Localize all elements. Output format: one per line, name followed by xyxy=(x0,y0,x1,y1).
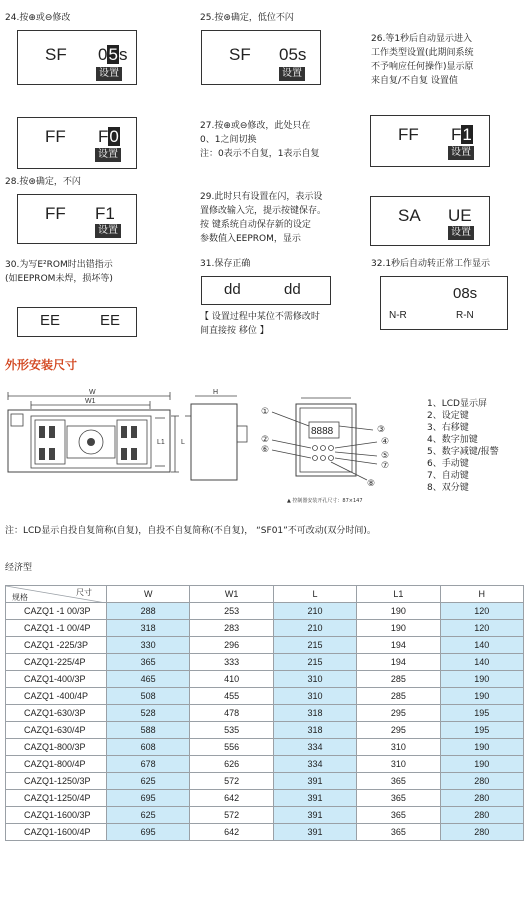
model-cell: CAZQ1-225/4P xyxy=(6,654,107,671)
dimension-cell: 296 xyxy=(190,637,273,654)
table-row xyxy=(6,603,524,620)
model-cell: CAZQ1 -1 00/3P xyxy=(6,603,107,620)
lcd-left-text: dd xyxy=(224,281,241,298)
dim-l1: L1 xyxy=(157,439,165,446)
lcd-step-29 xyxy=(370,196,490,246)
lcd-left-text: SA xyxy=(398,206,421,225)
model-cell: CAZQ1 -1 00/4P xyxy=(6,620,107,637)
lcd-left-text: N-R xyxy=(389,310,407,321)
setting-badge: 设置 xyxy=(95,224,121,238)
dimension-cell: 195 xyxy=(440,705,523,722)
callout-4: ④ xyxy=(381,437,390,447)
legend-item: 3、右移键 xyxy=(427,423,469,433)
dimension-cell: 295 xyxy=(357,705,440,722)
header-col-l1: L1 xyxy=(357,586,440,603)
cutout-note: ▲ 控制器安装开孔尺寸：87×147 xyxy=(287,498,363,504)
dimension-cell: 210 xyxy=(273,603,356,620)
legend-item: 2、设定键 xyxy=(427,411,469,421)
setting-badge: 设置 xyxy=(95,148,121,162)
dimension-cell: 365 xyxy=(357,807,440,824)
step-30-caption: 30.为写E²ROM时出错指示 (如EEPROM未焊，损坏等) xyxy=(5,260,113,284)
table-row xyxy=(6,654,524,671)
dimension-cell: 333 xyxy=(190,654,273,671)
dimension-cell: 410 xyxy=(190,671,273,688)
callout-1: ① xyxy=(261,407,270,417)
step-29-caption: 29.此时只有设置在闪，表示设 置修改输入完，提示按键保存。 按 键系统自动保存新的设定 参数值入EEPROM，显示 xyxy=(200,192,327,244)
legend-item: 5、数字减键/报警 xyxy=(427,447,499,457)
dimension-cell: 310 xyxy=(357,756,440,773)
dimension-cell: 318 xyxy=(107,620,190,637)
dimension-cell: 365 xyxy=(357,790,440,807)
table-row xyxy=(6,688,524,705)
callout-3: ③ xyxy=(377,425,386,435)
lcd-step-28 xyxy=(17,194,137,244)
lcd-right-text: 05s xyxy=(279,45,307,64)
dimension-cell: 572 xyxy=(190,807,273,824)
table-row xyxy=(6,705,524,722)
dimension-cell: 190 xyxy=(440,671,523,688)
step-25-caption: 25.按⊛确定，低位不闪 xyxy=(200,13,294,23)
table-row xyxy=(6,756,524,773)
dim-w1: W1 xyxy=(85,398,96,405)
dimension-cell: 330 xyxy=(107,637,190,654)
lcd-left-text: SF xyxy=(45,45,67,64)
lcd-step-25 xyxy=(201,30,321,85)
model-cell: CAZQ1 -400/4P xyxy=(6,688,107,705)
table-row xyxy=(6,722,524,739)
dimension-cell: 120 xyxy=(440,620,523,637)
dimension-cell: 253 xyxy=(190,603,273,620)
lcd-step-26 xyxy=(370,115,490,167)
spec-table xyxy=(5,585,524,841)
lcd-top-text: 08s xyxy=(453,285,478,302)
dimension-cell: 608 xyxy=(107,739,190,756)
dim-h: H xyxy=(213,389,219,396)
header-spec: 规格 xyxy=(12,593,28,602)
table-row xyxy=(6,773,524,790)
dimension-cell: 280 xyxy=(440,807,523,824)
dimension-cell: 318 xyxy=(273,705,356,722)
dimension-cell: 283 xyxy=(190,620,273,637)
dimension-cell: 572 xyxy=(190,773,273,790)
legend-list xyxy=(427,398,499,494)
dimension-cell: 310 xyxy=(357,739,440,756)
dimension-cell: 391 xyxy=(273,773,356,790)
lcd-step-32 xyxy=(380,276,508,330)
table-row xyxy=(6,671,524,688)
callout-6: ⑥ xyxy=(261,445,270,455)
dimension-cell: 190 xyxy=(440,688,523,705)
header-col-l: L xyxy=(273,586,356,603)
dimension-cell: 190 xyxy=(357,620,440,637)
model-cell: CAZQ1-400/3P xyxy=(6,671,107,688)
model-cell: CAZQ1-630/3P xyxy=(6,705,107,722)
dimension-cell: 288 xyxy=(107,603,190,620)
table-header-row xyxy=(6,586,524,603)
dimension-cell: 535 xyxy=(190,722,273,739)
lcd-left-text: FF xyxy=(45,127,66,146)
dimension-cell: 215 xyxy=(273,654,356,671)
lcd-left-text: FF xyxy=(45,204,66,223)
dimension-cell: 365 xyxy=(107,654,190,671)
setting-badge: 设置 xyxy=(279,67,305,81)
dimension-cell: 120 xyxy=(440,603,523,620)
callout-5: ⑤ xyxy=(381,451,390,461)
dim-l: L xyxy=(181,439,185,446)
setting-badge: 设置 xyxy=(96,67,122,81)
outline-drawing xyxy=(5,386,425,510)
model-cell: CAZQ1-1250/4P xyxy=(6,790,107,807)
lcd-right-text: 05s xyxy=(98,45,128,64)
section-title: 外形安装尺寸 xyxy=(5,358,78,372)
dimension-cell: 528 xyxy=(107,705,190,722)
dimension-cell: 478 xyxy=(190,705,273,722)
dimension-cell: 285 xyxy=(357,671,440,688)
dimension-cell: 625 xyxy=(107,807,190,824)
dimension-cell: 465 xyxy=(107,671,190,688)
dimension-cell: 626 xyxy=(190,756,273,773)
legend-item: 6、手动键 xyxy=(427,459,469,469)
dimension-cell: 190 xyxy=(440,756,523,773)
setting-badge: 设置 xyxy=(448,146,474,160)
dimension-cell: 391 xyxy=(273,790,356,807)
step-28-caption: 28.按⊛确定，不闪 xyxy=(5,177,81,187)
step-31-note: 【 设置过程中某位不需修改时 间直接按 移位 】 xyxy=(200,312,320,336)
lcd-left-text: EE xyxy=(40,312,61,329)
lcd-right-text: R-N xyxy=(456,310,474,321)
dimension-cell: 588 xyxy=(107,722,190,739)
table-row xyxy=(6,620,524,637)
step-32-caption: 32.1秒后自动转正常工作显示 xyxy=(371,259,491,269)
dimension-cell: 210 xyxy=(273,620,356,637)
dimension-cell: 280 xyxy=(440,790,523,807)
footnote: 注：LCD显示自投自复简称(自复)，自投不自复简称(不自复)， “SF01”不可改动(双分时间)。 xyxy=(5,526,376,536)
dimension-cell: 695 xyxy=(107,824,190,841)
controller-display-digits: 8888 xyxy=(311,426,334,437)
table-row xyxy=(6,807,524,824)
dimension-cell: 140 xyxy=(440,637,523,654)
dimension-cell: 695 xyxy=(107,790,190,807)
dimension-cell: 215 xyxy=(273,637,356,654)
dimension-cell: 625 xyxy=(107,773,190,790)
dimension-cell: 642 xyxy=(190,790,273,807)
dimension-cell: 190 xyxy=(357,603,440,620)
callout-8: ⑧ xyxy=(367,479,376,489)
legend-item: 8、双分键 xyxy=(427,483,469,493)
step-31-caption: 31.保存正确 xyxy=(200,259,251,269)
dimension-cell: 310 xyxy=(273,688,356,705)
model-cell: CAZQ1-800/4P xyxy=(6,756,107,773)
header-col-w1: W1 xyxy=(190,586,273,603)
dimension-cell: 280 xyxy=(440,773,523,790)
step-27-caption: 27.按⊕或⊖修改，此处只在 0、1之间切换 注：0表示不自复，1表示自复 xyxy=(200,121,320,159)
dimension-cell: 140 xyxy=(440,654,523,671)
header-col-w: W xyxy=(107,586,190,603)
table-title: 经济型 xyxy=(5,563,33,573)
lcd-step-27 xyxy=(17,117,137,169)
table-row xyxy=(6,790,524,807)
model-cell: CAZQ1-1600/3P xyxy=(6,807,107,824)
legend-item: 4、数字加键 xyxy=(427,435,478,445)
dimension-cell: 334 xyxy=(273,739,356,756)
model-cell: CAZQ1-1600/4P xyxy=(6,824,107,841)
step-24-caption: 24.按⊕或⊖修改 xyxy=(5,13,71,23)
step-26-caption: 26.等1秒后自动显示进入 工作类型设置(此期间系统 不予响应任何操作)显示原 来自复/不自复 设置值 xyxy=(371,34,474,86)
dimension-cell: 365 xyxy=(357,824,440,841)
lcd-right-text: F1 xyxy=(95,204,115,223)
lcd-right-text: F1 xyxy=(451,125,472,144)
lcd-step-30 xyxy=(17,307,137,337)
lcd-right-text: UE xyxy=(448,206,472,225)
dimension-cell: 508 xyxy=(107,688,190,705)
lcd-right-text: F0 xyxy=(98,127,119,146)
legend-item: 7、自动键 xyxy=(427,471,469,481)
lcd-left-text: FF xyxy=(398,125,419,144)
dimension-cell: 391 xyxy=(273,824,356,841)
model-cell: CAZQ1-800/3P xyxy=(6,739,107,756)
model-cell: CAZQ1-1250/3P xyxy=(6,773,107,790)
callout-7: ⑦ xyxy=(381,461,390,471)
dim-w: W xyxy=(89,389,96,396)
lcd-right-text: EE xyxy=(100,312,121,329)
callout-2: ② xyxy=(261,435,270,445)
lcd-step-24 xyxy=(17,30,137,85)
dimension-cell: 194 xyxy=(357,654,440,671)
model-cell: CAZQ1 -225/3P xyxy=(6,637,107,654)
header-spec-size xyxy=(6,586,107,603)
lcd-left-text: SF xyxy=(229,45,251,64)
setting-badge: 设置 xyxy=(448,226,474,240)
dimension-cell: 318 xyxy=(273,722,356,739)
dimension-cell: 195 xyxy=(440,722,523,739)
legend-item: 1、LCD显示屏 xyxy=(427,399,487,409)
dimension-cell: 285 xyxy=(357,688,440,705)
table-row xyxy=(6,637,524,654)
dimension-cell: 642 xyxy=(190,824,273,841)
dimension-cell: 310 xyxy=(273,671,356,688)
lcd-right-text: dd xyxy=(284,281,301,298)
dimension-cell: 556 xyxy=(190,739,273,756)
dimension-cell: 455 xyxy=(190,688,273,705)
header-col-h: H xyxy=(440,586,523,603)
table-row xyxy=(6,739,524,756)
model-cell: CAZQ1-630/4P xyxy=(6,722,107,739)
dimension-cell: 334 xyxy=(273,756,356,773)
header-size: 尺寸 xyxy=(76,588,92,597)
lcd-step-31 xyxy=(201,276,331,305)
dimension-cell: 365 xyxy=(357,773,440,790)
table-row xyxy=(6,824,524,841)
dimension-cell: 190 xyxy=(440,739,523,756)
dimension-cell: 194 xyxy=(357,637,440,654)
dimension-cell: 391 xyxy=(273,807,356,824)
dimension-cell: 295 xyxy=(357,722,440,739)
dimension-cell: 280 xyxy=(440,824,523,841)
dimension-cell: 678 xyxy=(107,756,190,773)
